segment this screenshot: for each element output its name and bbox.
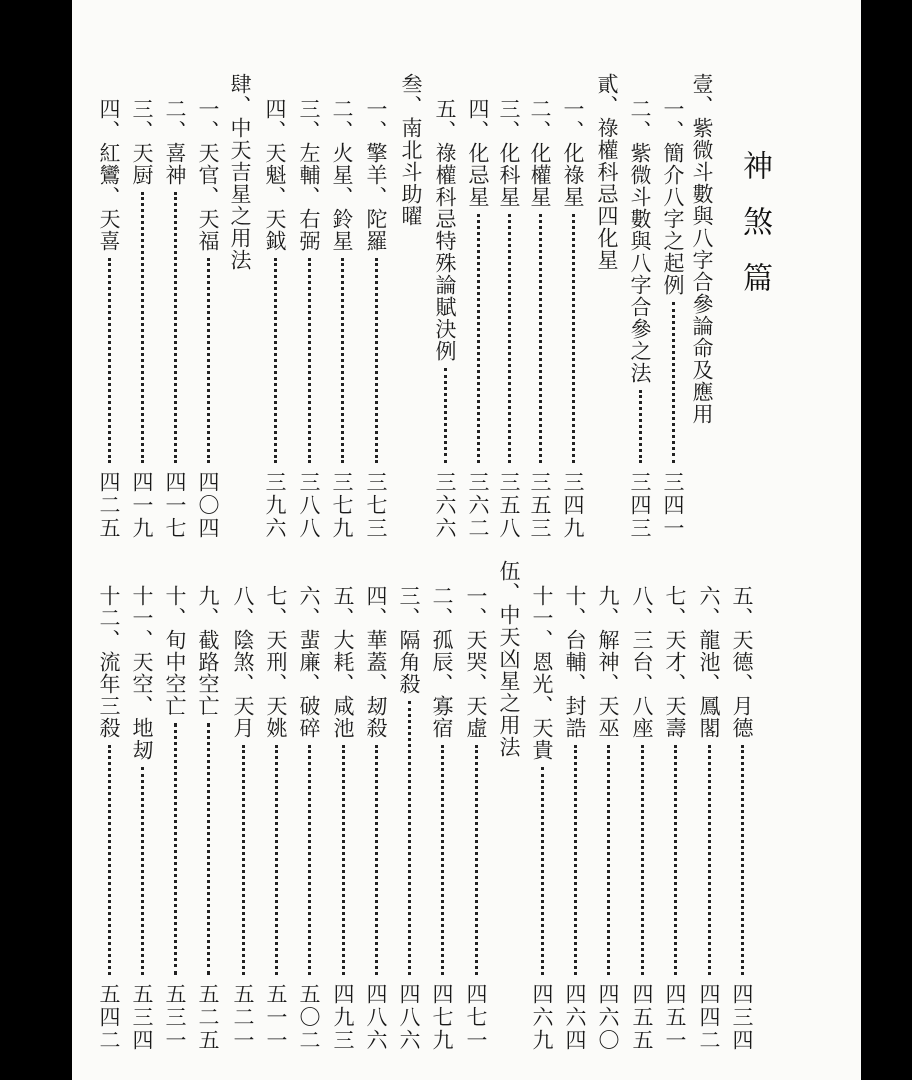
entry-title: 一、天官、天福 (196, 98, 220, 252)
section-title: 貳、祿權科忌四化星 (595, 73, 619, 271)
entry-title: 二、孤辰、寡宿 (430, 585, 454, 739)
toc-entry (194, 585, 222, 1052)
entry-title: 四、化忌星 (466, 98, 490, 208)
page-number: 三八八 (297, 471, 321, 540)
toc-entry (431, 98, 459, 540)
dot-leader (341, 258, 344, 463)
toc-entry (161, 585, 189, 1052)
entry-title: 一、簡介八字之起例 (661, 98, 685, 296)
entry-title: 二、喜神 (163, 98, 187, 186)
dot-leader (607, 745, 610, 975)
toc-entry (128, 98, 156, 540)
page-number: 三五八 (497, 471, 521, 540)
toc-entry (261, 98, 289, 540)
dot-leader (275, 745, 278, 975)
dot-leader (141, 192, 144, 463)
toc-entry (229, 585, 257, 1052)
entry-title: 一、擎羊、陀羅 (364, 98, 388, 252)
toc-entry (594, 585, 622, 1052)
toc-entry (628, 585, 656, 1052)
toc-entry (395, 585, 423, 1052)
toc-entry (728, 585, 756, 1052)
page-number: 五四二 (97, 983, 121, 1052)
dot-leader (477, 214, 480, 463)
page-number: 三六二 (466, 471, 490, 540)
page-number: 四九三 (331, 983, 355, 1052)
entry-title: 五、大耗、咸池 (331, 585, 355, 739)
dot-leader (539, 214, 542, 463)
dot-leader (308, 745, 311, 975)
page-number: 五二一 (231, 983, 255, 1052)
page-number: 四一九 (130, 471, 154, 540)
dot-leader (274, 258, 277, 463)
section-title: 肆、中天吉星之用法 (228, 73, 252, 271)
entry-title: 四、紅鸞、天喜 (97, 98, 121, 252)
page-number: 四二五 (97, 471, 121, 540)
dot-leader (108, 745, 111, 975)
dot-leader (207, 723, 210, 975)
entry-title: 六、龍池、鳳閣 (697, 585, 721, 739)
page-number: 四六九 (530, 983, 554, 1052)
page-number: 四八六 (364, 983, 388, 1052)
entry-title: 十、旬中空亡 (163, 585, 187, 717)
entry-title: 九、截路空亡 (196, 585, 220, 717)
dot-leader (108, 258, 111, 463)
section-title: 伍、中天凶星之用法 (497, 560, 521, 758)
page-number: 五〇二 (297, 983, 321, 1052)
toc-entry (695, 585, 723, 1052)
toc-section-header (495, 560, 523, 758)
page-number: 四三四 (730, 983, 754, 1052)
page-number: 三九六 (263, 471, 287, 540)
page-number: 四一七 (163, 471, 187, 540)
entry-title: 四、華蓋、刼殺 (364, 585, 388, 739)
toc-section-header (226, 73, 254, 271)
dot-leader (639, 390, 642, 463)
entry-title: 四、天魁、天鉞 (263, 98, 287, 252)
page-number: 四七九 (430, 983, 454, 1052)
page-number: 三四三 (628, 471, 652, 540)
toc-entry (262, 585, 290, 1052)
toc-section-header (593, 73, 621, 271)
dot-leader (408, 701, 411, 975)
dot-leader (141, 767, 144, 975)
toc-entry (464, 98, 492, 540)
page-number: 五二五 (196, 983, 220, 1052)
entry-title: 三、化科星 (497, 98, 521, 208)
page-number: 四六四 (563, 983, 587, 1052)
page-number: 四七一 (464, 983, 488, 1052)
dot-leader (708, 745, 711, 975)
entry-title: 十一、天空、地刼 (130, 585, 154, 761)
dot-leader (572, 214, 575, 463)
toc-entry (559, 98, 587, 540)
page-number: 五三一 (163, 983, 187, 1052)
page-number: 三五三 (528, 471, 552, 540)
entry-title: 一、化祿星 (561, 98, 585, 208)
toc-entry (462, 585, 490, 1052)
page-number: 四四二 (697, 983, 721, 1052)
dot-leader (342, 745, 345, 975)
dot-leader (242, 745, 245, 975)
dot-leader (207, 258, 210, 463)
section-title: 壹、紫微斗數與八字合參論命及應用 (690, 73, 714, 425)
entry-title: 九、解神、天巫 (596, 585, 620, 739)
toc-entry (95, 585, 123, 1052)
dot-leader (641, 745, 644, 975)
toc-entry (295, 585, 323, 1052)
entry-title: 一、天哭、天虛 (464, 585, 488, 739)
toc-entry (626, 98, 654, 540)
toc-entry (362, 585, 390, 1052)
page-number: 三四九 (561, 471, 585, 540)
entry-title: 三、左輔、右弼 (297, 98, 321, 252)
dot-leader (674, 745, 677, 975)
dot-leader (741, 745, 744, 975)
entry-title: 三、隔角殺 (397, 585, 421, 695)
toc-entry (661, 585, 689, 1052)
page-number: 四五一 (663, 983, 687, 1052)
dot-leader (672, 302, 675, 463)
page-number: 三六六 (433, 471, 457, 540)
page-number: 四五五 (630, 983, 654, 1052)
entry-title: 十一、恩光、天貴 (530, 585, 554, 761)
page-number: 三七三 (364, 471, 388, 540)
entry-title: 二、化權星 (528, 98, 552, 208)
toc-entry (328, 98, 356, 540)
toc-entry (528, 585, 556, 1052)
toc-entry (526, 98, 554, 540)
toc-section-header (397, 73, 425, 227)
toc-section-header (688, 73, 716, 425)
entry-title: 三、天厨 (130, 98, 154, 186)
entry-title: 五、祿權科忌特殊論賦決例 (433, 98, 457, 362)
entry-title: 二、火星、鈴星 (330, 98, 354, 252)
page-number: 四八六 (397, 983, 421, 1052)
toc-entry (561, 585, 589, 1052)
toc-entry (295, 98, 323, 540)
dot-leader (541, 767, 544, 975)
dot-leader (574, 745, 577, 975)
entry-title: 六、蜚廉、破碎 (297, 585, 321, 739)
page-number: 四六〇 (596, 983, 620, 1052)
page-number: 四〇四 (196, 471, 220, 540)
entry-title: 二、紫微斗數與八字合參之法 (628, 98, 652, 384)
dot-leader (375, 258, 378, 463)
dot-leader (444, 368, 447, 463)
toc-entry (362, 98, 390, 540)
entry-title: 七、天刑、天姚 (264, 585, 288, 739)
page-number: 三七九 (330, 471, 354, 540)
section-title: 叁、南北斗助曜 (399, 73, 423, 227)
toc-entry (161, 98, 189, 540)
book-page (72, 0, 861, 1080)
page-number: 五三四 (130, 983, 154, 1052)
dot-leader (308, 258, 311, 463)
dot-leader (441, 745, 444, 975)
dot-leader (174, 192, 177, 463)
dot-leader (375, 745, 378, 975)
page-number: 三四一 (661, 471, 685, 540)
toc-entry (659, 98, 687, 540)
entry-title: 十、台輔、封誥 (563, 585, 587, 739)
entry-title: 十二、流年三殺 (97, 585, 121, 739)
dot-leader (174, 723, 177, 975)
entry-title: 七、天才、天壽 (663, 585, 687, 739)
dot-leader (475, 745, 478, 975)
entry-title: 八、陰煞、天月 (231, 585, 255, 739)
toc-entry (428, 585, 456, 1052)
toc-entry (95, 98, 123, 540)
toc-entry (128, 585, 156, 1052)
page-number: 五一一 (264, 983, 288, 1052)
page-title: 神煞篇 (737, 150, 772, 318)
toc-entry (495, 98, 523, 540)
entry-title: 五、天德、月德 (730, 585, 754, 739)
entry-title: 八、三台、八座 (630, 585, 654, 739)
toc-entry (329, 585, 357, 1052)
toc-entry (194, 98, 222, 540)
dot-leader (508, 214, 511, 463)
